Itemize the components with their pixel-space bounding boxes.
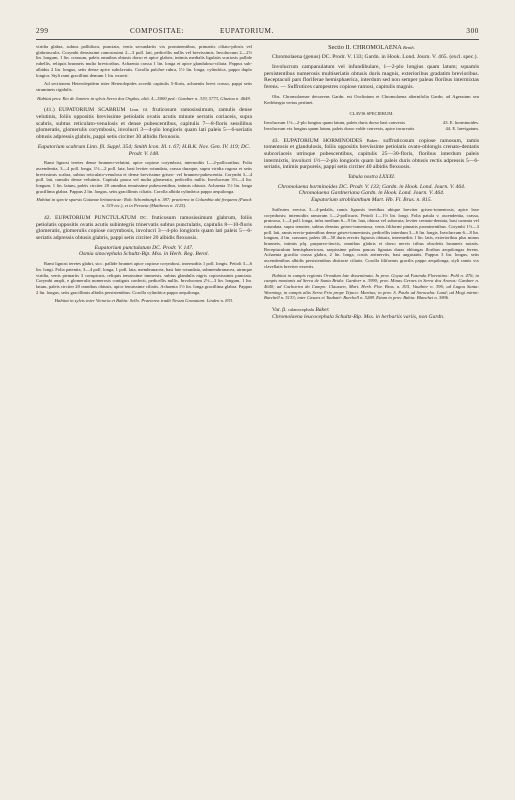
species-43-author: Baker: bbox=[366, 137, 379, 143]
species-42-heading: 42. EUPATORIUM PUNCTULATUM bbox=[44, 214, 137, 221]
variety-author: Baker. bbox=[315, 307, 330, 314]
variety-label: Var. β. bbox=[272, 307, 287, 314]
species-42-synonym: Osmia sinocephala Schultz-Bip. Mss. in Herb. Reg. Berol. bbox=[79, 251, 209, 258]
species-43-synonym: Chromolaena Gardneriana Gardn. in Hook. Lond. Journ. V. 464. bbox=[298, 190, 445, 197]
key-lead-ref: 44. E. laevigatum. bbox=[445, 125, 479, 131]
species-42-desc: fruticosum ramosissimum glabrum, foliis petiolatis oppositis ovatis acutis subintegris trinervatis subtus punctulatis, capitulis 8—10-floris glomeratis, glomerulis copiose corymbosis, involucri 3—4-plo longioris quam lati paleis 5—6-seriatis adpressis obtusis glabris, pappi setis circiter 20 albidis flexuosis. bbox=[36, 214, 252, 241]
running-title-right: EUPATORIUM. bbox=[220, 27, 274, 35]
right-column bbox=[264, 44, 479, 321]
key-lead-text: Involucrum 1½—2-plo longius quam latum, paleis duris dorso basi convexis bbox=[264, 119, 405, 125]
section-observation: Obs. Chromolaenae decurrens Gardn. est Ooclinium et Chromolaena alternifolia Gardn. ad Ageratum seu Kedsbergia verius pertinet. bbox=[264, 93, 479, 105]
section-synonymy: Chromolaena (genus) DC. Prodr. V. 133; Gardn. in Hook. Lond. Journ. V. 465. (excl. spec.). bbox=[272, 54, 478, 61]
left-column bbox=[36, 44, 252, 304]
species-41-heading: (41.) EUPATORIUM SCABRUM bbox=[44, 107, 126, 114]
variety-name: calanocephala bbox=[287, 307, 314, 313]
species-43-synonym: Chromolaena horminoides DC. Prodr. V. 133; Gardn. in Hook. Lond. Journ. V. 464. bbox=[277, 183, 466, 190]
species-43-detail: Suffrutex erectus 3—4-pedalis, ramis lignosis teretibus ubique breviter griseo-tomentosis, apice laxe corymbosis; internodiis ramorum 1—2-pollicaris. Petioli 1—1½ lin. longi. Folia patula v. ascendentia, crassa, pruinosa, 1—2 poll. longa, infra medium 6—9 lin. lata, obtusa vel subacuta, leviter crenato-dentata, basi cuneata vel rotundata, supra tenuiter, subtus densius griseo-tomentosa, venis filiformi pinnatis prominentibus. Corymbi 1½—3 poll. lati, ramis erecto-patentibus dense griseo-tomentosis, pedicellis interdum 3—6 lin. longis. Involucrum 6—8 lin. longum, 4 lin. crassum, paleis 40—50 duris erectis lignosis obtusis, intermediis 1 lin. latis, exterioribus plus minus brunneis, intimis plq. purpureo-tinctis, omnibus glabris et dorso nervis tribus obsoletis brunneis notatis. Receptaculum hemisphaericum, saepissime paleas paucas lignatas duras oblongas floribus aequilongas ferens. Achaenia gracilia crassa glabra, 2 lin. longa, costis atrinerviis, basi angustatis. Pappus 3 lin. longus, setis ascendentibus albidis persistentibus distincte ciliatis. Corolla filiformis gracilis pappo aequilonga, styli ramis vix clavellatis breviter exsertis. bbox=[264, 206, 479, 269]
species-41-synonymy: Eupatorium scabrum Linn. fil. Suppl. 354; Smith Icon. Ill. t. 67; H.B.K. Nov. Gen. IV. 119; DC. Prodr. V. 148. bbox=[37, 143, 251, 157]
variety-entry bbox=[264, 307, 479, 314]
species-43-entry bbox=[264, 138, 479, 172]
right-page-number: 300 bbox=[466, 27, 479, 35]
habitat-note: Habitat in campis regionis Orvadum late disseminata. In prov. Goyaz ad Fazenda Florentino: Pohl n. 476; in campis montanis ad Serra de Santa Brida: Gardner n. 3990; prov. Minas Geraes in Serra dos Araras: Gardner n. 4640; ad Cachoeira do Campo: Claussen, Mart. Herb. Flor. Bras. n. 815, Vauthier n. 396; ad Lagoa Santa: Warming; in campis altis Serra Frio prope Tejuco: Martius; in prov. S. Paulo ad Sorocaba: Lund; ad Mogi mirim: Burchell n. 5133; inter Casaes et Taubaté: Burchell n. 5288. Etiam in prov. Bahia: Blanchet n. 3806. bbox=[264, 272, 479, 301]
section-description: Involucrum campanulatum vel infundibulare, 1—2-plo longius quam latum; squamis persistentibus numerosis multiseriatis obtusis duris magnis, exterioribus gradatim brevioribus. Receptaculi pars floriferae hemisphaerica, interdum sed non semper paleas floribus intermixtas ferens. — Suffrutices campestres copiose ramosi, capitulis magnis. bbox=[264, 64, 479, 91]
species-43-desc: suffruticosum copiose ramosum, ramis tomentosis et glandulosis, foliis oppositis brevissime petiolatis ovato-oblongis crenato-dentatis subcoriaceis utrinque pubescentibus, capitulis 25—30-floris, floribus interdum paleis intermixtis, involucri 1½—2-plo longioris quam lati paleis duris obtusis rectis adpressis 5—6-seriatis, intimis purpureis, pappi setis circiter 40 albidis flexuosis. bbox=[264, 137, 479, 171]
species-42-detail: Rami lignosi teretes glabri, sicc. pallide brunnei apice copiose corymbosi, internodiis 1 poll. longis. Petioli 3—6 lin. longi. Folia patentia, 3—4 poll. longa, 1 poll. lata, membranacea, basi late rotundata, submembranacea, utrinque viridia, venis primariis 3 conspicuis, reliquis tenuissime immersis, subtus glandulis nigris copiosissimis punctata. Corymbi ampli, e glomerulis numerosis contiguis confecti, pedicellis nullis. Involucrum 2½—3 lin. longum, 1 lin. latum, paleis circiter 20 omnibus obtusis, apice tenuissime ciliatis. Achaenia 1½ lin. longa gracillima glabra. Pappus 2 lin. longus, setis gracillimis albidis persistentibus. Corolla cylindrica pappo aequilonga. bbox=[36, 261, 252, 295]
key-lead bbox=[264, 126, 479, 132]
plate-reference: Tabula nostra LXXXI. bbox=[347, 174, 396, 181]
species-41-detail: Rami lignosi teretes dense brunneo-velutini, apice copiose corymbosi, internodiis 1—2-pollicaribus. Folia ascendentia, 3—4 poll. longa, 1½—2 poll. lata, basi leviter rotundata, crassa duraque, supra viridia rugosa et setis brevissimis scabra, subtus reticulato-venulosa et dense brevissime griseo- vel brunneo-pubescentia. Corymbi 3—4 poll. lati, ramulis dense velutinis. Capitula pauca vel multa glomerata, pedicellis nullis. Involucrum 3½—4 lin. longum, 1 lin. latum, paleis circiter 20 omnibus tenuissime pubescentibus, intimis obtusis. Achaenia 1½ lin. longa gracillima glabra. Pappus 2 lin. longus, setis gracillimis ciliatis. Corolla albida cylindrica pappo aequilonga. bbox=[36, 160, 252, 194]
section-author: Benth. bbox=[403, 45, 415, 50]
species-42-author: DC. bbox=[140, 214, 148, 220]
species-41-entry bbox=[36, 107, 252, 141]
left-page-number: 299 bbox=[36, 27, 49, 35]
habitat-note: Habitat in specie sparsis Guianae britannicae: Rob. Schomburgk n. 387; praeterea in Columbia ubi frequens (Funck n. 519 etc.), et in Peruvia (Matthews n. 1125). bbox=[36, 197, 252, 209]
variety-synonym: Chromolaena leucocephala Schultz-Bip. Mss. in herbariis variis, non Gardn. bbox=[272, 313, 445, 320]
note-text: Ad sectionem Heterolepidem inter Heterolepides accedit capitulis 5-floris, achaeniis brevi crasso, pappi setis strumineis rigidulis. bbox=[36, 81, 252, 92]
species-key bbox=[264, 120, 479, 132]
species-42-synonym: Eupatorium punctulatum DC. Prodr. V. 147. bbox=[94, 244, 194, 251]
running-head bbox=[36, 27, 479, 37]
species-41-desc: fruticosum ramosissimum, ramulis dense velutinis, foliis oppositis brevissime petiolatis ovatis acutis minute serratis coriaceis, supra scabris, subtus reticulato-venulosis et dense pubescentibus, capitulis 7—8-floris sessilibus glomeratis, glomerulis corymbosis, involucri 3—4-plo longioris quam lati paleis 5—6-seriatis obtusis adpressis glabris, pappi setis circiter 30 albidis flexuosis. bbox=[36, 107, 252, 141]
section-title: Sectio II. CHROMOLAENA bbox=[328, 44, 402, 51]
continued-text: viridia glabra, subtus pallidiora, punctata, venis secundariis vix prominentibus, primariis ciliato-pilosis vel glabriusculis. Corymbi densissimi ramosissimi 2—3 poll. lati, pedicellis nullis vel brevissimis. Involucrum 2—2½ lin. longum, 1 lin. crassum, paleis omnibus obtusis dorso et apice glabris, intimis medialis ligulatis scariosis pallide rubellis, reliquis brunneis multo brevioribus. Achaenia crassa 1 lin. longa et apice glanduloso-ciliata. Pappus sub-albidus 2 lin. longus, setis dense apice subclavatis. Corolla pulchre rubra, 1½ lin. longa, cylindrica, pappo duplo longior. Styli rami gracillimi demum 1 lin. exserti. bbox=[36, 44, 252, 78]
running-title-left: COMPOSITAE: bbox=[130, 27, 184, 35]
habitat-note: Habitat prov. Rio de Janeiro in sylvis Serra dos Orgãos, altit. 4—5000 ped.: Gardner n. 319, 5773, Glaziou n. 4649. bbox=[37, 95, 251, 101]
header-rule bbox=[36, 39, 479, 40]
key-heading: CLAVIS SPECIERUM. bbox=[349, 111, 394, 117]
species-41-author: Linn. fil. bbox=[129, 107, 149, 113]
species-43-synonym: Eupatorium strobilanthum Mart. Hb. Fl. Bras. n. 815. bbox=[311, 197, 432, 204]
habitat-note: Habitat in sylvis inter Victoria et Bahia: Sello. Praeterea tradit Nessm Granatam: Linden n. 833. bbox=[54, 298, 234, 304]
species-42-entry bbox=[36, 215, 252, 242]
species-43-heading: 43. EUPATORIUM HORMINOIDES bbox=[272, 137, 363, 144]
key-lead-text: Involucrum vix longius quam latum, paleis dorso valde convexis, apice incurvatis bbox=[264, 125, 415, 131]
section-heading bbox=[264, 44, 479, 51]
key-lead-ref: 43. E. horminoides. bbox=[442, 119, 479, 125]
